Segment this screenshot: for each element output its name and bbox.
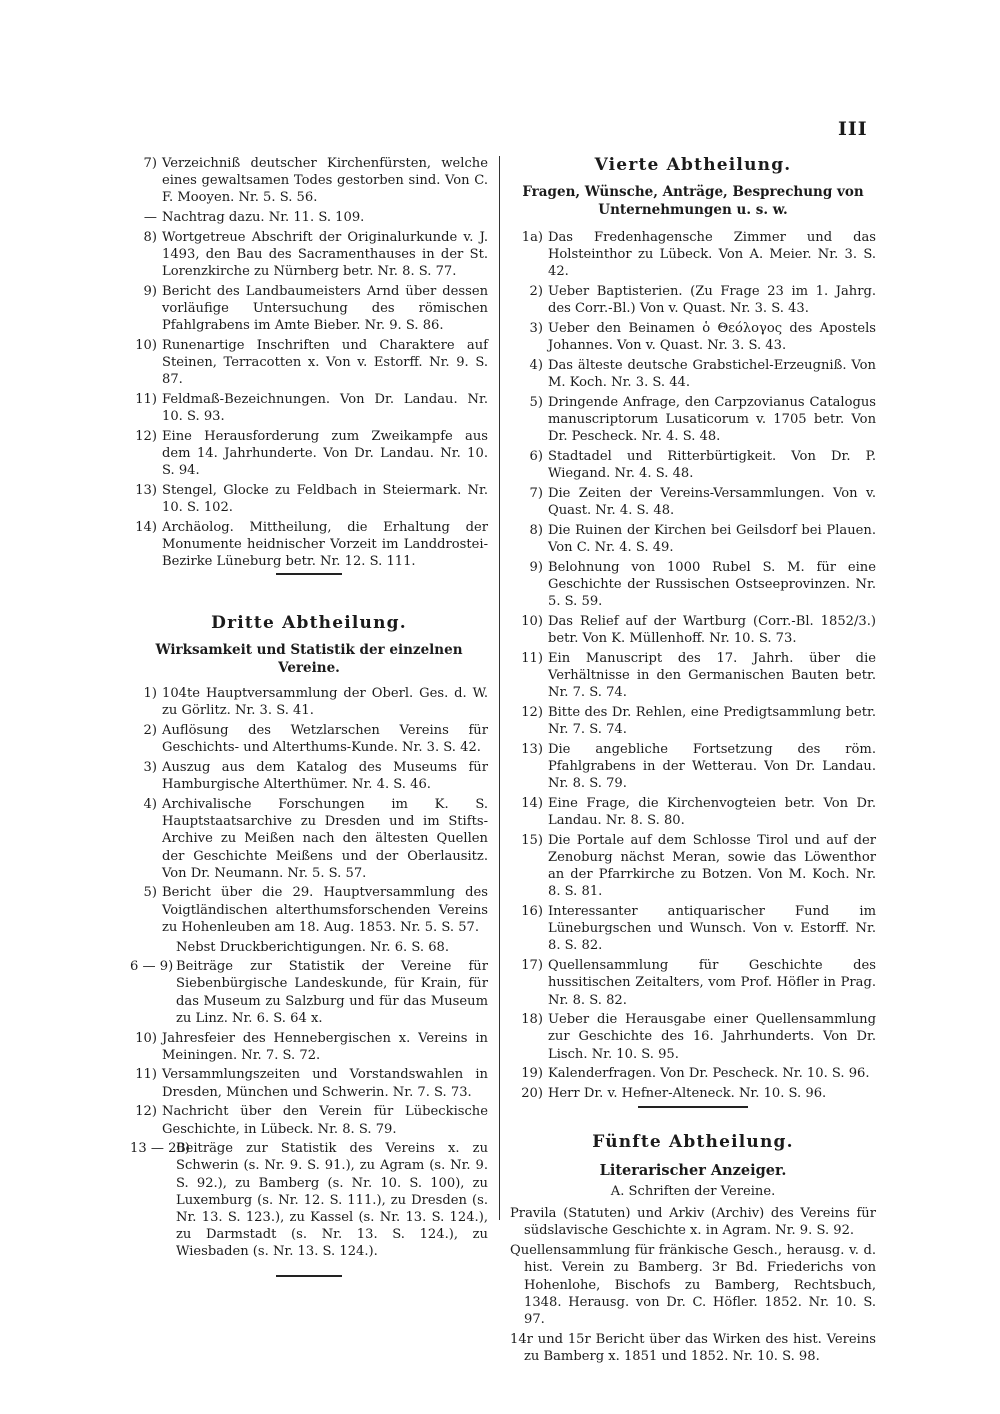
section-4-subtitle: [510, 183, 876, 219]
section-end-rule: [276, 1275, 342, 1277]
item-text: Ueber den Beinamen ὁ Θεόλογος des Apostels Johannes. Von v. Quast. Nr. 3. S. 43.: [548, 321, 876, 354]
section-5-sub-a: A. Schriften der Vereine.: [610, 1184, 776, 1200]
item-number: 2): [529, 284, 543, 300]
item-number: 14): [521, 795, 543, 811]
item-number: 10): [135, 1030, 157, 1046]
section-end-rule: [276, 573, 342, 575]
item-text: Quellensammlung für Geschichte des hussitischen Zeitalters, vom Prof. Höfler in Prag. Nr. 8. S. 82.: [548, 958, 876, 1008]
list-item: Pravila (Statuten) und Arkiv (Archiv) des Vereins für südslavische Geschichte x. in Agram. Nr. 9. S. 92.: [510, 1206, 876, 1239]
list-item: [130, 283, 488, 335]
list-item: [510, 1065, 876, 1082]
list-item: [510, 957, 876, 1009]
item-number: 12): [135, 1104, 157, 1120]
list-item: [130, 337, 488, 389]
item-number: 6): [529, 448, 543, 464]
list-item: [130, 209, 488, 226]
item-number: 13): [521, 741, 543, 757]
list-item: [510, 357, 876, 391]
item-number: 4): [529, 357, 543, 373]
item-text: Verzeichniß deutscher Kirchenfürsten, welche eines gewaltsamen Todes gestorben sind. Von C. F. Mooyen. Nr. 5. S. 56.: [162, 156, 488, 206]
item-text: Das Fredenhagensche Zimmer und das Holsteinthor zu Lübeck. Von A. Meier. Nr. 3. S. 42.: [548, 230, 876, 280]
column-divider: [499, 156, 500, 1220]
list-item: [130, 229, 488, 281]
page-number: III: [838, 118, 868, 140]
item-number: —: [143, 210, 157, 226]
item-text: Auszug aus dem Katalog des Museums für Hamburgische Alterthümer. Nr. 4. S. 46.: [162, 759, 488, 793]
entry-continuation: Nebst Druckberichtigungen. Nr. 6. S. 68.: [176, 939, 450, 955]
list-item: [130, 759, 488, 793]
list-item: [130, 884, 488, 936]
item-text: Auflösung des Wetzlarschen Vereins für Geschichts- und Alterthums-Kunde. Nr. 3. S. 42.: [162, 723, 488, 756]
item-number: 5): [529, 394, 543, 410]
list-item: [130, 796, 488, 882]
list-item: [130, 519, 488, 571]
item-text: Das Relief auf der Wartburg (Corr.-Bl. 1852/3.) betr. Von K. Müllenhoff. Nr. 10. S. 73.: [548, 613, 876, 646]
item-text: Nachricht über den Verein für Lübeckische Geschichte, in Lübeck. Nr. 8. S. 79.: [162, 1104, 488, 1137]
section-4-title: Vierte Abtheilung.: [594, 155, 792, 175]
item-text: Bericht des Landbaumeisters Arnd über dessen vorläufige Untersuchung des römischen Pfahlgrabens im Amte Bieber. Nr. 9. S. 86.: [162, 283, 488, 334]
item-number: 11): [135, 392, 157, 408]
item-number: 3): [529, 321, 543, 337]
item-number: 7): [143, 156, 157, 171]
item-text: Eine Herausforderung zum Zweikampfe aus dem 14. Jahrhunderte. Von Dr. Landau. Nr. 10. S. 94.: [162, 429, 488, 479]
section-4-subtitle-line-1: Fragen, Wünsche, Anträge, Besprechung von: [522, 184, 864, 200]
list-item: [510, 832, 876, 901]
item-text: Versammlungszeiten und Vorstandswahlen in Dresden, München und Schwerin. Nr. 7. S. 73.: [162, 1067, 488, 1100]
list-item: [130, 1103, 488, 1137]
item-text: Runenartige Inschriften und Charaktere auf Steinen, Terracotten x. Von v. Estorff. Nr. 9. S. 87.: [162, 338, 488, 388]
list-item: [510, 650, 876, 702]
list-item: [510, 229, 876, 281]
list-item: [510, 1085, 876, 1102]
section-3-subtitle: Wirksamkeit und Statistik der einzelnen Vereine.: [155, 642, 463, 677]
item-number: 20): [521, 1086, 543, 1102]
item-text: Die Zeiten der Vereins-Versammlungen. Von v. Quast. Nr. 4. S. 48.: [548, 485, 876, 519]
list-item: [510, 704, 876, 738]
item-number: 2): [143, 723, 157, 739]
item-number: 4): [143, 796, 157, 812]
item-text: Kalenderfragen. Von Dr. Pescheck. Nr. 10. S. 96.: [548, 1066, 870, 1082]
item-text: Interessanter antiquarischer Fund im Lüneburgschen und Wunsch. Von v. Estorff. Nr. 8. S. 82.: [548, 904, 876, 954]
item-text: Dringende Anfrage, den Carpzovianus Catalogus manuscriptorum Lusaticorum v. 1705 betr. Von Dr. Pescheck. Nr. 4. S. 48.: [548, 394, 876, 445]
item-number: 15): [521, 832, 543, 848]
item-text: Stadtadel und Ritterbürtigkeit. Von Dr. P. Wiegand. Nr. 4. S. 48.: [548, 448, 876, 482]
item-number: 9): [529, 559, 543, 575]
item-text: Eine Frage, die Kirchenvogteien betr. Von Dr. Landau. Nr. 8. S. 80.: [548, 795, 876, 828]
item-text: Belohnung von 1000 Rubel S. M. für eine Geschichte der Russischen Ostseeprovinzen. Nr. 5. S. 59.: [548, 559, 876, 610]
list-item: [510, 522, 876, 556]
item-text: Wortgetreue Abschrift der Originalurkunde v. J. 1493, den Bau des Sacramenthauses in der St. Lorenzkirche zu Nürnberg betr. Nr. 8. S. 77.: [162, 229, 488, 280]
item-number: 1): [143, 686, 157, 702]
item-number: 11): [521, 650, 543, 666]
item-text: Archivalische Forschungen im K. S. Hauptstaatsarchive zu Dresden und im Stifts-Archive zu Meißen nach den ältesten Quellen der Geschichte Meißens und der Oberlausitz. Von Dr. Neumann. Nr. 5. S. 57.: [162, 796, 488, 881]
item-number: 3): [143, 759, 157, 775]
section-end-rule: [638, 1106, 748, 1108]
item-text: Bitte des Dr. Rehlen, eine Predigtsammlung betr. Nr. 7. S. 74.: [548, 704, 876, 737]
list-item: [130, 1066, 488, 1100]
item-number: 10): [521, 613, 543, 629]
item-number: 16): [521, 904, 543, 920]
item-number: 14): [135, 520, 157, 536]
list-item: [510, 320, 876, 354]
list-item: [510, 903, 876, 955]
item-text: Die Portale auf dem Schlosse Tirol und auf der Zenoburg nächst Meran, sowie das Löwenthor an der Pfarrkirche zu Botzen. Von M. Koch. Nr. 8. S. 81.: [548, 832, 876, 900]
item-text: Herr Dr. v. Hefner-Alteneck. Nr. 10. S. 96.: [548, 1086, 827, 1102]
item-text: Die Ruinen der Kirchen bei Geilsdorf bei Plauen. Von C. Nr. 4. S. 49.: [548, 522, 876, 555]
list-item: [130, 722, 488, 756]
list-item: [130, 1030, 488, 1064]
item-number: 10): [135, 338, 157, 354]
list-item: [510, 795, 876, 829]
list-item: [510, 485, 876, 519]
item-number: 7): [529, 485, 543, 501]
list-item: [510, 741, 876, 793]
item-text: Nachtrag dazu. Nr. 11. S. 109.: [162, 210, 365, 226]
item-text: Jahresfeier des Hennebergischen x. Vereins in Meiningen. Nr. 7. S. 72.: [162, 1030, 488, 1063]
item-text: Feldmaß-Bezeichnungen. Von Dr. Landau. Nr. 10. S. 93.: [162, 392, 488, 425]
item-number: 17): [521, 958, 543, 974]
list-item: [510, 1011, 876, 1063]
left-column: [130, 155, 488, 1277]
section-5-title: Fünfte Abtheilung.: [592, 1132, 794, 1153]
list-item: [130, 391, 488, 425]
entry-list-section-3b: [130, 958, 488, 1260]
section-3-title: Dritte Abtheilung.: [211, 613, 407, 634]
list-item: 14r und 15r Bericht über das Wirken des hist. Vereins zu Bamberg x. 1851 und 1852. Nr. 10. S. 98.: [510, 1331, 876, 1364]
item-text: Stengel, Glocke zu Feldbach in Steiermark. Nr. 10. S. 102.: [162, 483, 488, 516]
item-number: 11): [135, 1067, 157, 1083]
entry-list-section-4: [510, 229, 876, 1102]
item-number: 1a): [521, 230, 543, 245]
item-number: 13): [135, 483, 157, 499]
item-number: 12): [135, 429, 157, 445]
list-item: [510, 283, 876, 317]
item-number: 6 — 9): [130, 959, 174, 975]
item-number: 8): [143, 229, 157, 245]
list-item: [510, 613, 876, 647]
item-text: Ueber Baptisterien. (Zu Frage 23 im 1. Jahrg. des Corr.-Bl.) Von v. Quast. Nr. 3. S. 43.: [548, 284, 876, 317]
item-number: 18): [521, 1012, 543, 1028]
list-item: [510, 448, 876, 482]
item-number: 19): [521, 1066, 543, 1082]
item-text: Bericht über die 29. Hauptversammlung des Voigtländischen alterthumsforschenden Vereins zu Hohenleuben am 18. Aug. 1853. Nr. 5. S. 57.: [162, 885, 488, 935]
item-number: 12): [521, 704, 543, 720]
item-number: 13 — 20): [130, 1141, 190, 1157]
item-number: 8): [529, 522, 543, 538]
list-item: Quellensammlung für fränkische Gesch., herausg. v. d. hist. Verein zu Bamberg. 3r Bd. Friederichs von Hohenlohe, Bischofs zu Bamberg, Rechtsbuch, 1348. Herausg. von Dr. C. Höfler. 1852. Nr. 10. S. 97.: [510, 1243, 876, 1327]
item-text: 104te Hauptversammlung der Oberl. Ges. d. W. zu Görlitz. Nr. 3. S. 41.: [162, 686, 488, 719]
item-number: 9): [143, 283, 157, 299]
list-item: [130, 685, 488, 719]
entry-list-continued: [130, 155, 488, 571]
item-number: 5): [143, 885, 157, 901]
list-item: [510, 559, 876, 611]
list-item: [510, 394, 876, 446]
list-item: [130, 428, 488, 480]
item-text: Die angebliche Fortsetzung des röm. Pfahlgrabens in der Wetterau. Von Dr. Landau. Nr. 8. S. 79.: [548, 741, 876, 792]
item-text: Ein Manuscript des 17. Jahrh. über die Verhältnisse in den Germanischen Bauten betr. Nr. 7. S. 74.: [548, 650, 876, 701]
item-text: Archäolog. Mittheilung, die Erhaltung der Monumente heidnischer Vorzeit im Landdrostei-Bezirke Lüneburg betr. Nr. 12. S. 111.: [162, 520, 488, 570]
item-text: Ueber die Herausgabe einer Quellensammlung zur Geschichte des 16. Jahrhunderts. Von Dr. Lisch. Nr. 10. S. 95.: [548, 1012, 876, 1062]
item-text: Beiträge zur Statistik der Vereine für Siebenbürgische Landeskunde, für Krain, für das Museum zu Salzburg und für das Museum zu Linz. Nr. 6. S. 64 x.: [176, 959, 488, 1026]
entry-list-section-5: [510, 1205, 876, 1365]
section-5-subtitle: Literarischer Anzeiger.: [599, 1162, 787, 1180]
section-4-subtitle-line-2: Unternehmungen u. s. w.: [598, 202, 788, 218]
list-item: [130, 1140, 488, 1260]
item-text: Das älteste deutsche Grabstichel-Erzeugniß. Von M. Koch. Nr. 3. S. 44.: [548, 357, 876, 391]
list-item: [130, 482, 488, 516]
right-column: [510, 155, 876, 1368]
list-item: [130, 155, 488, 207]
item-text: Beiträge zur Statistik des Vereins x. zu Schwerin (s. Nr. 9. S. 91.), zu Agram (s. Nr. 9. S. 92.), zu Bamberg (s. Nr. 10. S. 100), zu Luxemburg (s. Nr. 12. S. 111.), zu Dresden (s. Nr. 13. S. 123.), zu Kassel (s. Nr. 13. S. 124.), zu Darmstadt (s. Nr. 13. S. 124.), zu Wiesbaden (s. Nr. 13. S. 124.).: [176, 1141, 488, 1260]
list-item: [130, 958, 488, 1027]
entry-list-section-3: [130, 685, 488, 936]
